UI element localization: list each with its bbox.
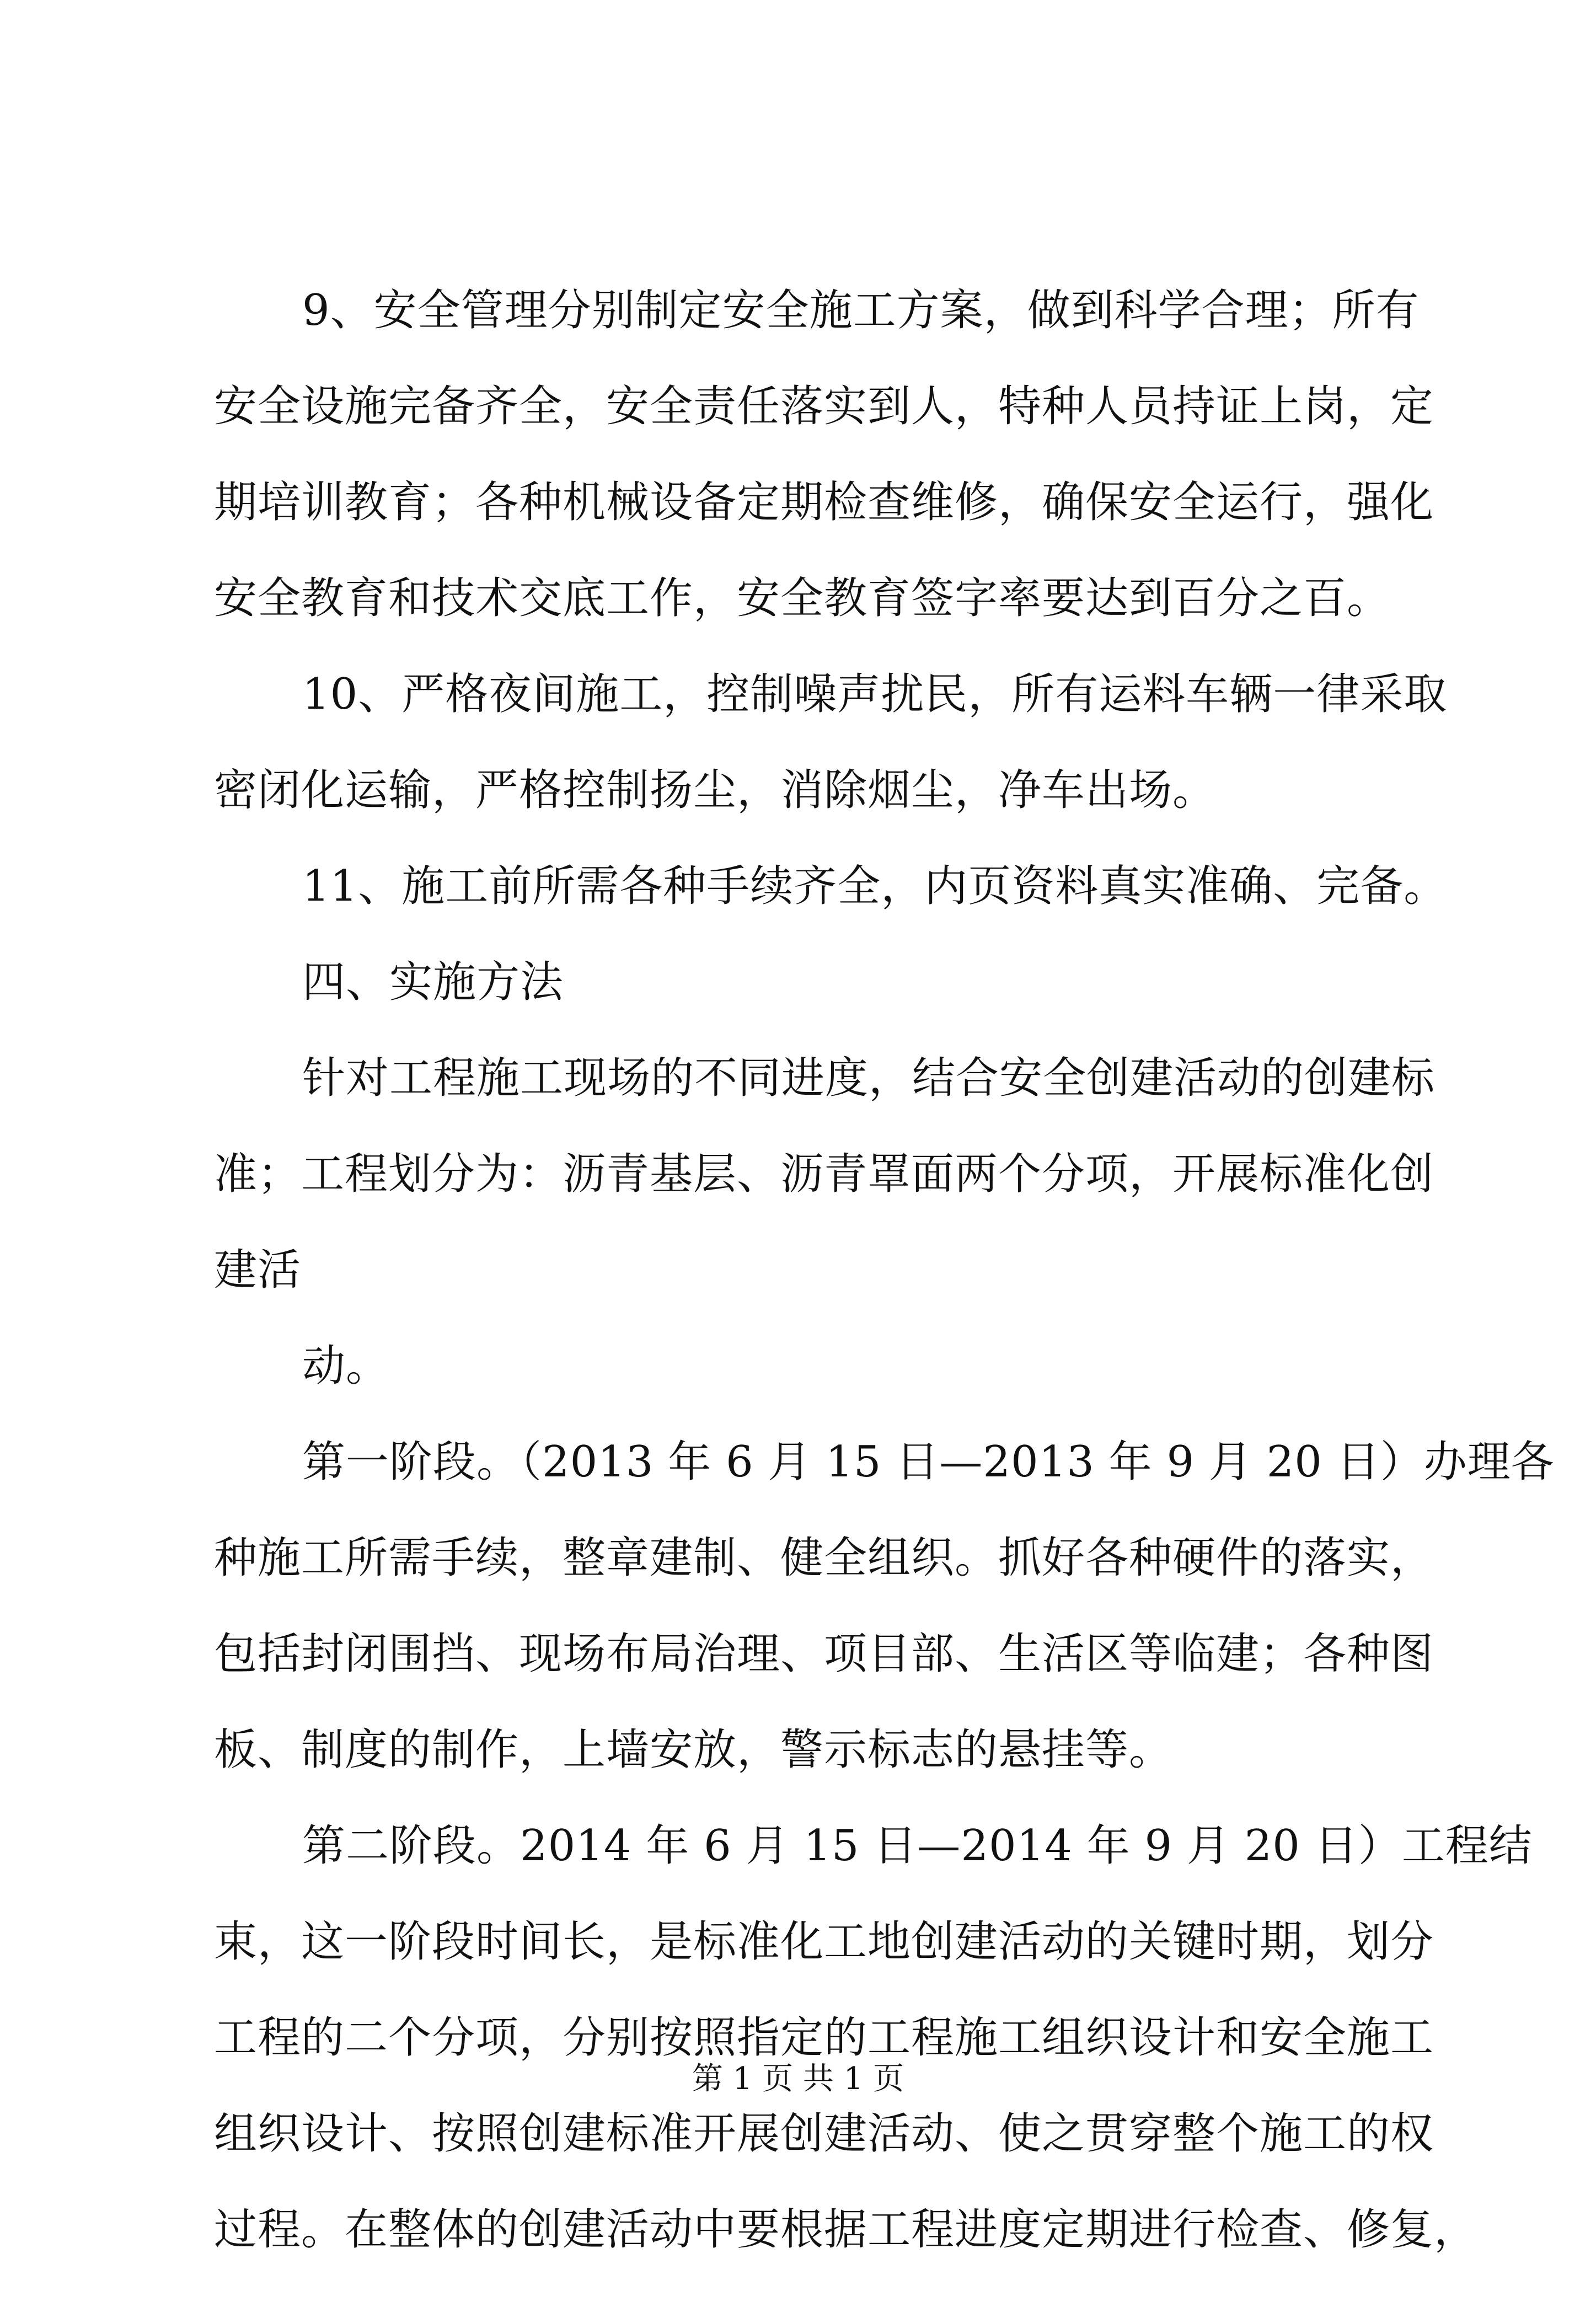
section-heading: 四、实施方法 (302, 957, 564, 1007)
paragraph-line: 种施工所需手续，整章建制、健全组织。抓好各种硬件的落实， (214, 1533, 1434, 1583)
paragraph-line: 准；工程划分为：沥青基层、沥青罩面两个分项，开展标准化创 (214, 1149, 1434, 1199)
paragraph-line: 组织设计、按照创建标准开展创建活动、使之贯穿整个施工的权 (214, 2109, 1434, 2159)
paragraph-line: 第一阶段。（2013 年 6 月 15 日—2013 年 9 月 20 日）办理各 (302, 1437, 1555, 1487)
paragraph-line: 9、安全管理分别制定安全施工方案，做到科学合理；所有 (302, 286, 1420, 335)
paragraph-line: 安全设施完备齐全，安全责任落实到人，特种人员持证上岗，定 (214, 382, 1434, 431)
paragraph-line: 包括封闭围挡、现场布局治理、项目部、生活区等临建；各种图 (214, 1629, 1434, 1679)
paragraph-line: 工程的二个分项，分别按照指定的工程施工组织设计和安全施工 (214, 2013, 1434, 2063)
document-body (214, 286, 1555, 2302)
paragraph-line: 期培训教育；各种机械设备定期检查维修，确保安全运行，强化 (214, 478, 1434, 527)
paragraph-line: 第二阶段。2014 年 6 月 15 日—2014 年 9 月 20 日）工程结 (302, 1821, 1533, 1871)
paragraph-line: 10、严格夜间施工，控制噪声扰民，所有运料车辆一律采取 (302, 670, 1448, 719)
paragraph-line: 针对工程施工现场的不同进度，结合安全创建活动的创建标 (302, 1053, 1436, 1103)
paragraph-line: 动。 (302, 1341, 390, 1391)
paragraph-line: 安全教育和技术交底工作，安全教育签字率要达到百分之百。 (214, 574, 1391, 623)
paragraph-line: 11、施工前所需各种手续齐全，内页资料真实准确、完备。 (302, 861, 1448, 911)
paragraph-line: 板、制度的制作，上墙安放，警示标志的悬挂等。 (214, 1725, 1173, 1775)
paragraph-line: 过程。在整体的创建活动中要根据工程进度定期进行检查、修复， (214, 2205, 1478, 2255)
page-footer: 第 1 页 共 1 页 (692, 2061, 904, 2097)
paragraph-line: 密闭化运输，严格控制扬尘，消除烟尘，净车出场。 (214, 765, 1217, 815)
paragraph-line: 建活 (214, 1245, 302, 1295)
paragraph-line: 束，这一阶段时间长，是标准化工地创建活动的关键时期，划分 (214, 1917, 1434, 1967)
